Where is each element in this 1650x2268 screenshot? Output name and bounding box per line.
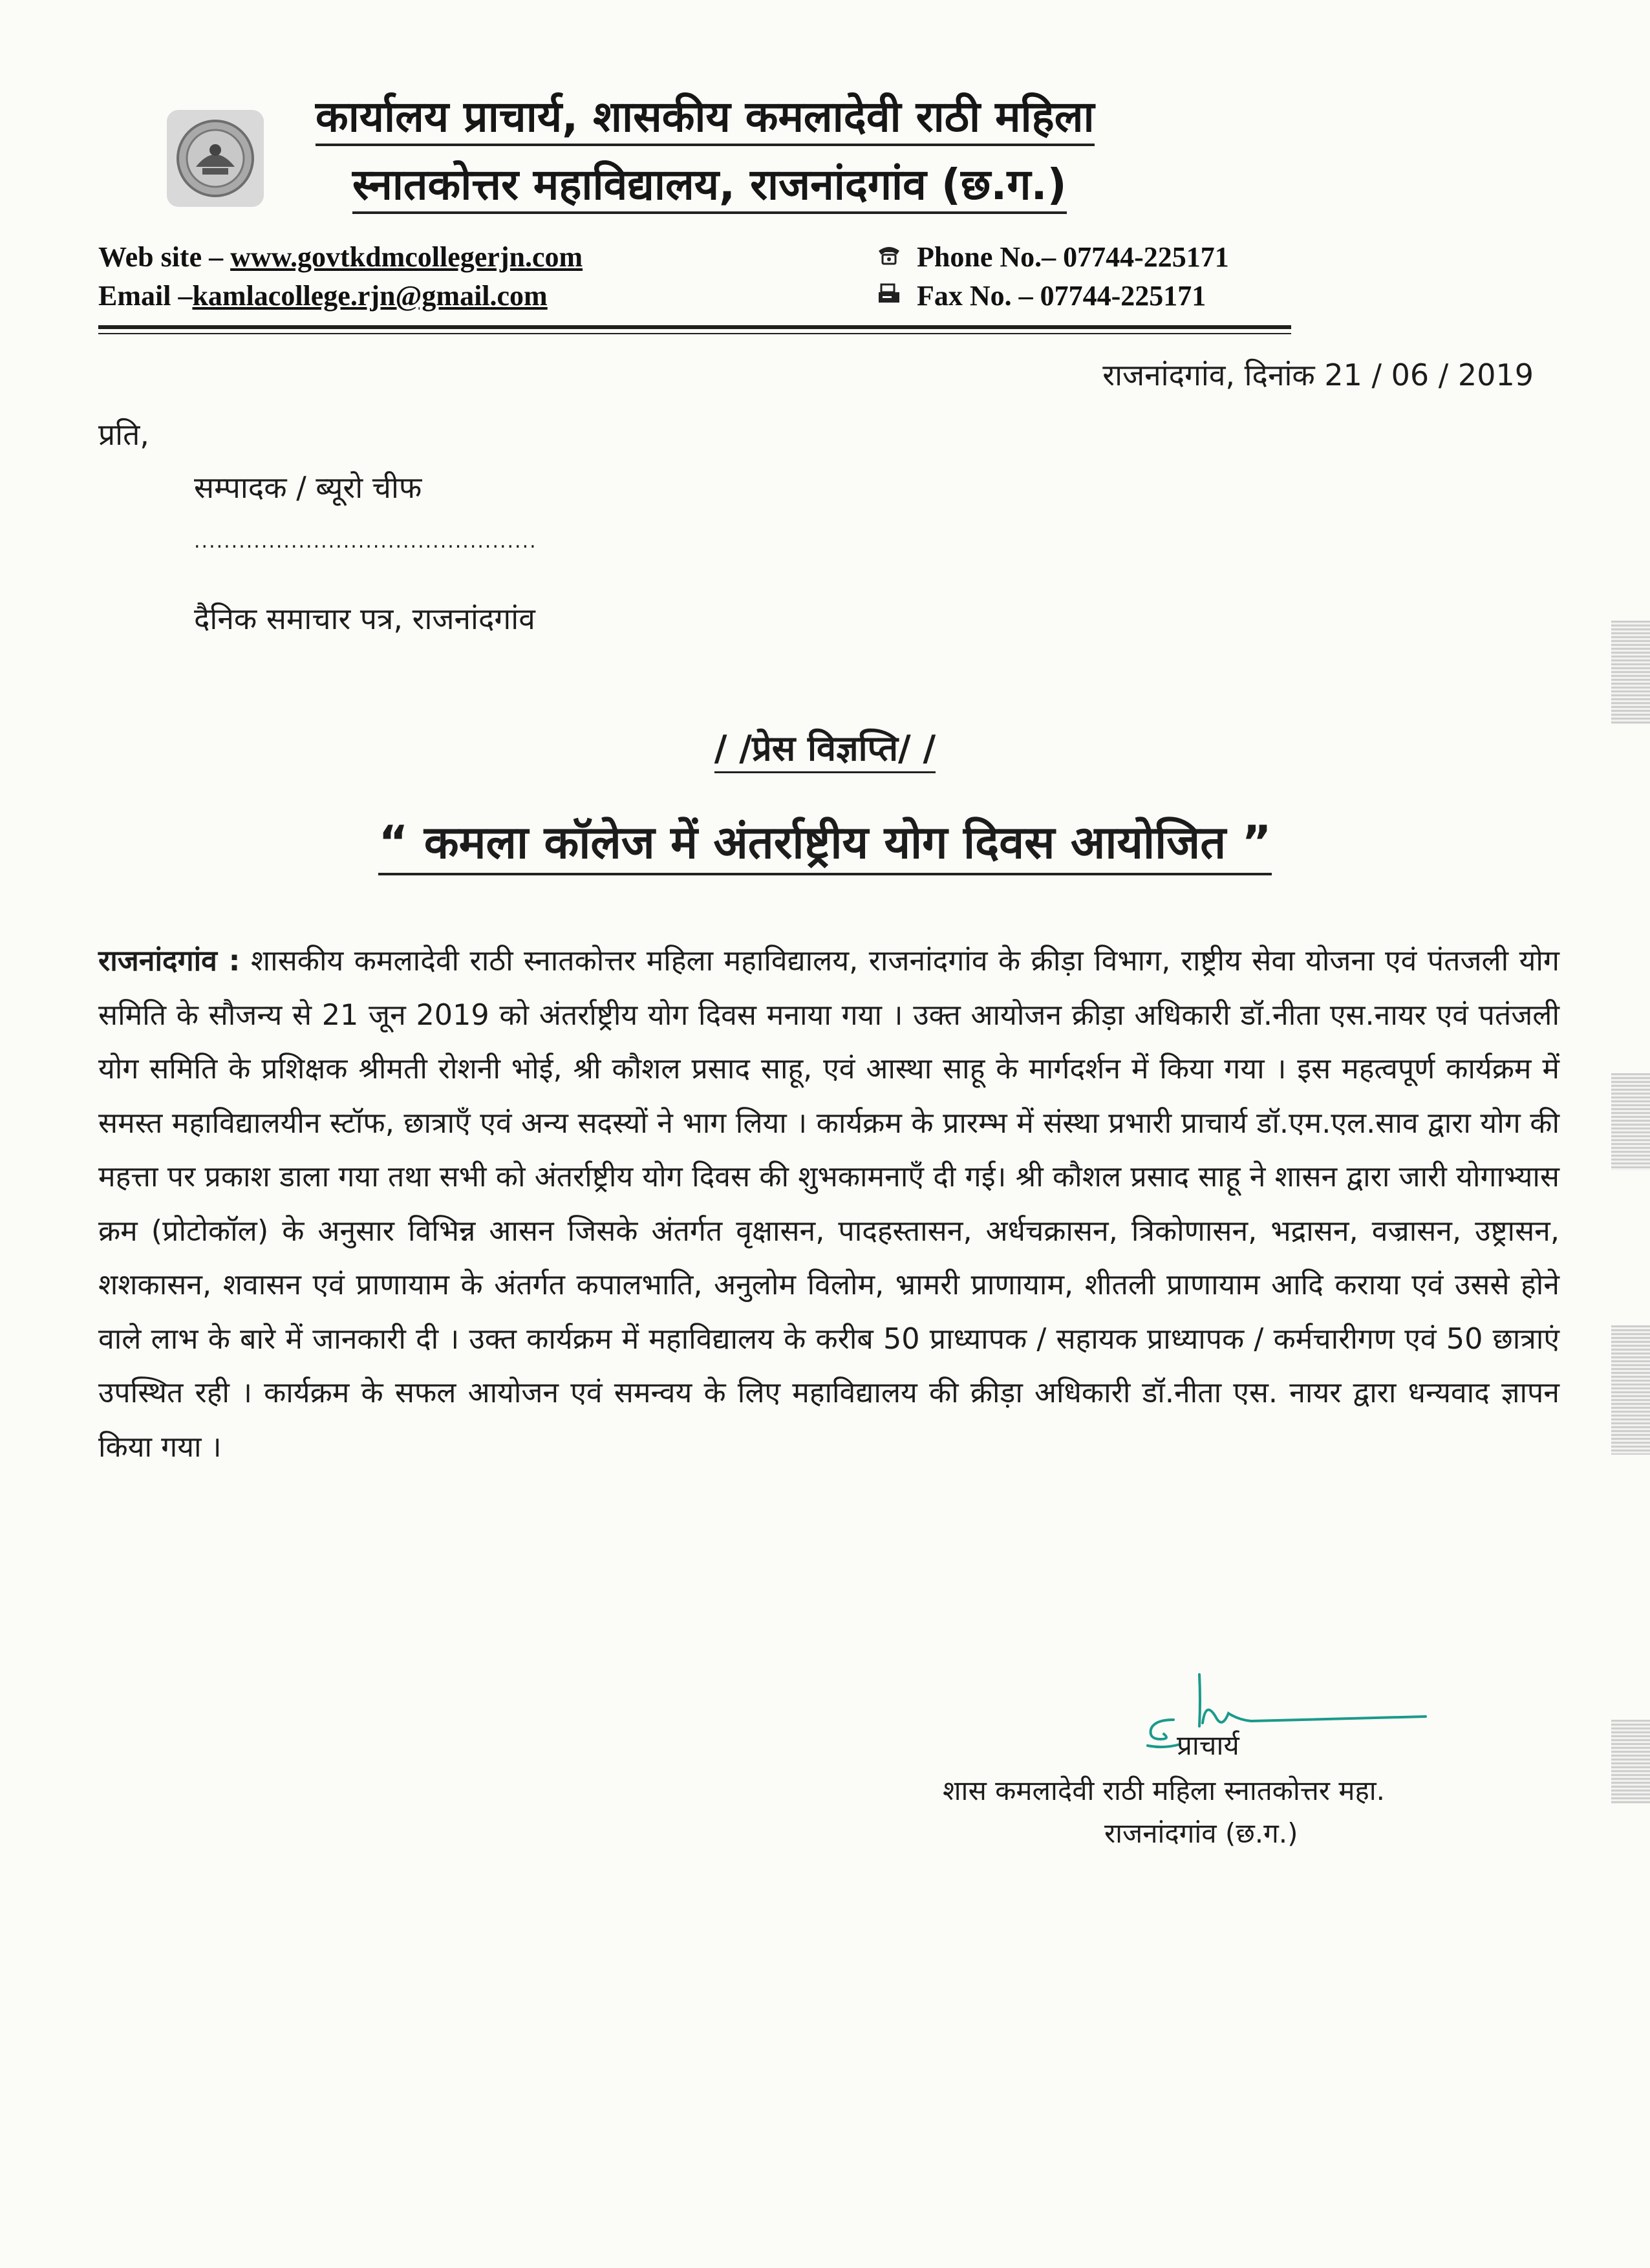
telephone-icon [876,241,910,275]
org-name-line2: स्नातकोत्तर महाविद्यालय, राजनांदगांव (छ.ग.) [352,162,1067,214]
body-paragraph [98,934,1559,1474]
college-emblem-icon [167,110,264,207]
scan-edge-mark [1611,1720,1650,1804]
press-release-label-wrap [0,723,1650,771]
date-line: राजनांदगांव, दिनांक 21 / 06 / 2019 [1102,358,1534,392]
header-divider [98,325,1291,329]
scan-edge-mark [1611,1325,1650,1455]
fax-label: Fax No. – [917,280,1033,312]
addressee-newspaper: दैनिक समाचार पत्र, राजनांदगांव [194,601,535,636]
signatory-place: राजनांदगांव (छ.ग.) [1104,1817,1298,1849]
scan-edge-mark [1611,621,1650,724]
phone-row [876,241,1229,275]
salutation-prati: प्रति, [98,417,149,452]
website-link[interactable]: www.govtkdmcollegerjn.com [230,241,583,273]
org-name-line1: कार्यालय प्राचार्य, शासकीय कमलादेवी राठी महिला [316,94,1095,146]
header-divider-thin [98,333,1291,334]
headline-wrap [0,809,1650,872]
body-text: शासकीय कमलादेवी राठी स्नातकोत्तर महिला महाविद्यालय, राजनांदगांव के क्रीड़ा विभाग, राष्ट्रीय सेवा योजना एवं पंतजली योग समिति के सौजन्य से 21 जून 2019 को अंतर्राष्ट्रीय योग दिवस मनाया गया । उक्त आयोजन क्रीड़ा अधिकारी डॉ.नीता एस.नायर एवं पतंजली योग समिति के प्रशिक्षक श्रीमती रोशनी भोई, श्री कौशल प्रसाद साहू, एवं आस्था साहू के मार्गदर्शन में किया गया । इस महत्वपूर्ण कार्यक्रम में समस्त महाविद्यालयीन स्टॉफ, छात्राऍं एवं अन्य सदस्यों ने भाग लिया । कार्यक्रम के प्रारम्भ में संस्था प्रभारी प्राचार्य डॉ.एम.एल.साव द्वारा योग की महत्ता पर प्रकाश डाला गया तथा सभी को अंतर्राष्ट्रीय योग दिवस की शुभकामनाऍं दी गई। श्री कौशल प्रसाद साहू ने शासन द्वारा जारी योगाभ्यास क्रम (प्रोटोकॉल) के अनुसार विभिन्न आसन जिसके अंतर्गत वृक्षासन, पादहस्तासन, अर्धचक्रासन, त्रिकोणासन, भद्रासन, वज्रासन, उष्ट्रासन, शशकासन, शवासन एवं प्राणायाम के अंतर्गत कपालभाति, अनुलोम विलोम, भ्रामरी प्राणायाम, शीतली प्राणायाम आदि कराया एवं उससे होने वाले लाभ के बारे में जानकारी दी । उक्त कार्यक्रम में महाविद्यालय के करीब 50 प्राध्यापक / सहायक प्राध्यापक / कर्मचारीगण एवं 50 छात्राएं उपस्थित रही । कार्यक्रम के सफल आयोजन एवं समन्वय के लिए महाविद्यालय की क्रीड़ा अधिकारी डॉ.नीता एस. नायर द्वारा धन्यवाद ज्ञापन किया गया । [98,945,1559,1464]
signatory-title: प्राचार्य [1177,1729,1239,1761]
email-label: Email – [98,280,193,312]
website-row [98,241,583,275]
headline: “ कमला कॉलेज में अंतर्राष्ट्रीय योग दिवस आयोजित ” [378,816,1271,875]
website-label: Web site – [98,241,224,273]
fax-number: 07744-225171 [1040,280,1206,312]
press-release-label: / /प्रेस विज्ञप्ति/ / [714,728,936,773]
body-lead: राजनांदगांव : [98,945,241,978]
fax-row [876,279,1206,314]
signature-scribble [1102,1655,1439,1759]
email-row [98,279,548,314]
email-link[interactable]: kamlacollege.rjn@gmail.com [192,280,548,312]
addressee-editor: सम्पादक / ब्यूरो चीफ [194,470,422,505]
fax-icon [876,279,910,314]
scan-edge-mark [1611,1073,1650,1170]
signatory-institution: शास कमलादेवी राठी महिला स्नातकोत्तर महा. [943,1775,1385,1806]
phone-label: Phone No.– [917,241,1056,273]
addressee-blank-line: .............................................. [194,530,537,553]
phone-number: 07744-225171 [1063,241,1229,273]
